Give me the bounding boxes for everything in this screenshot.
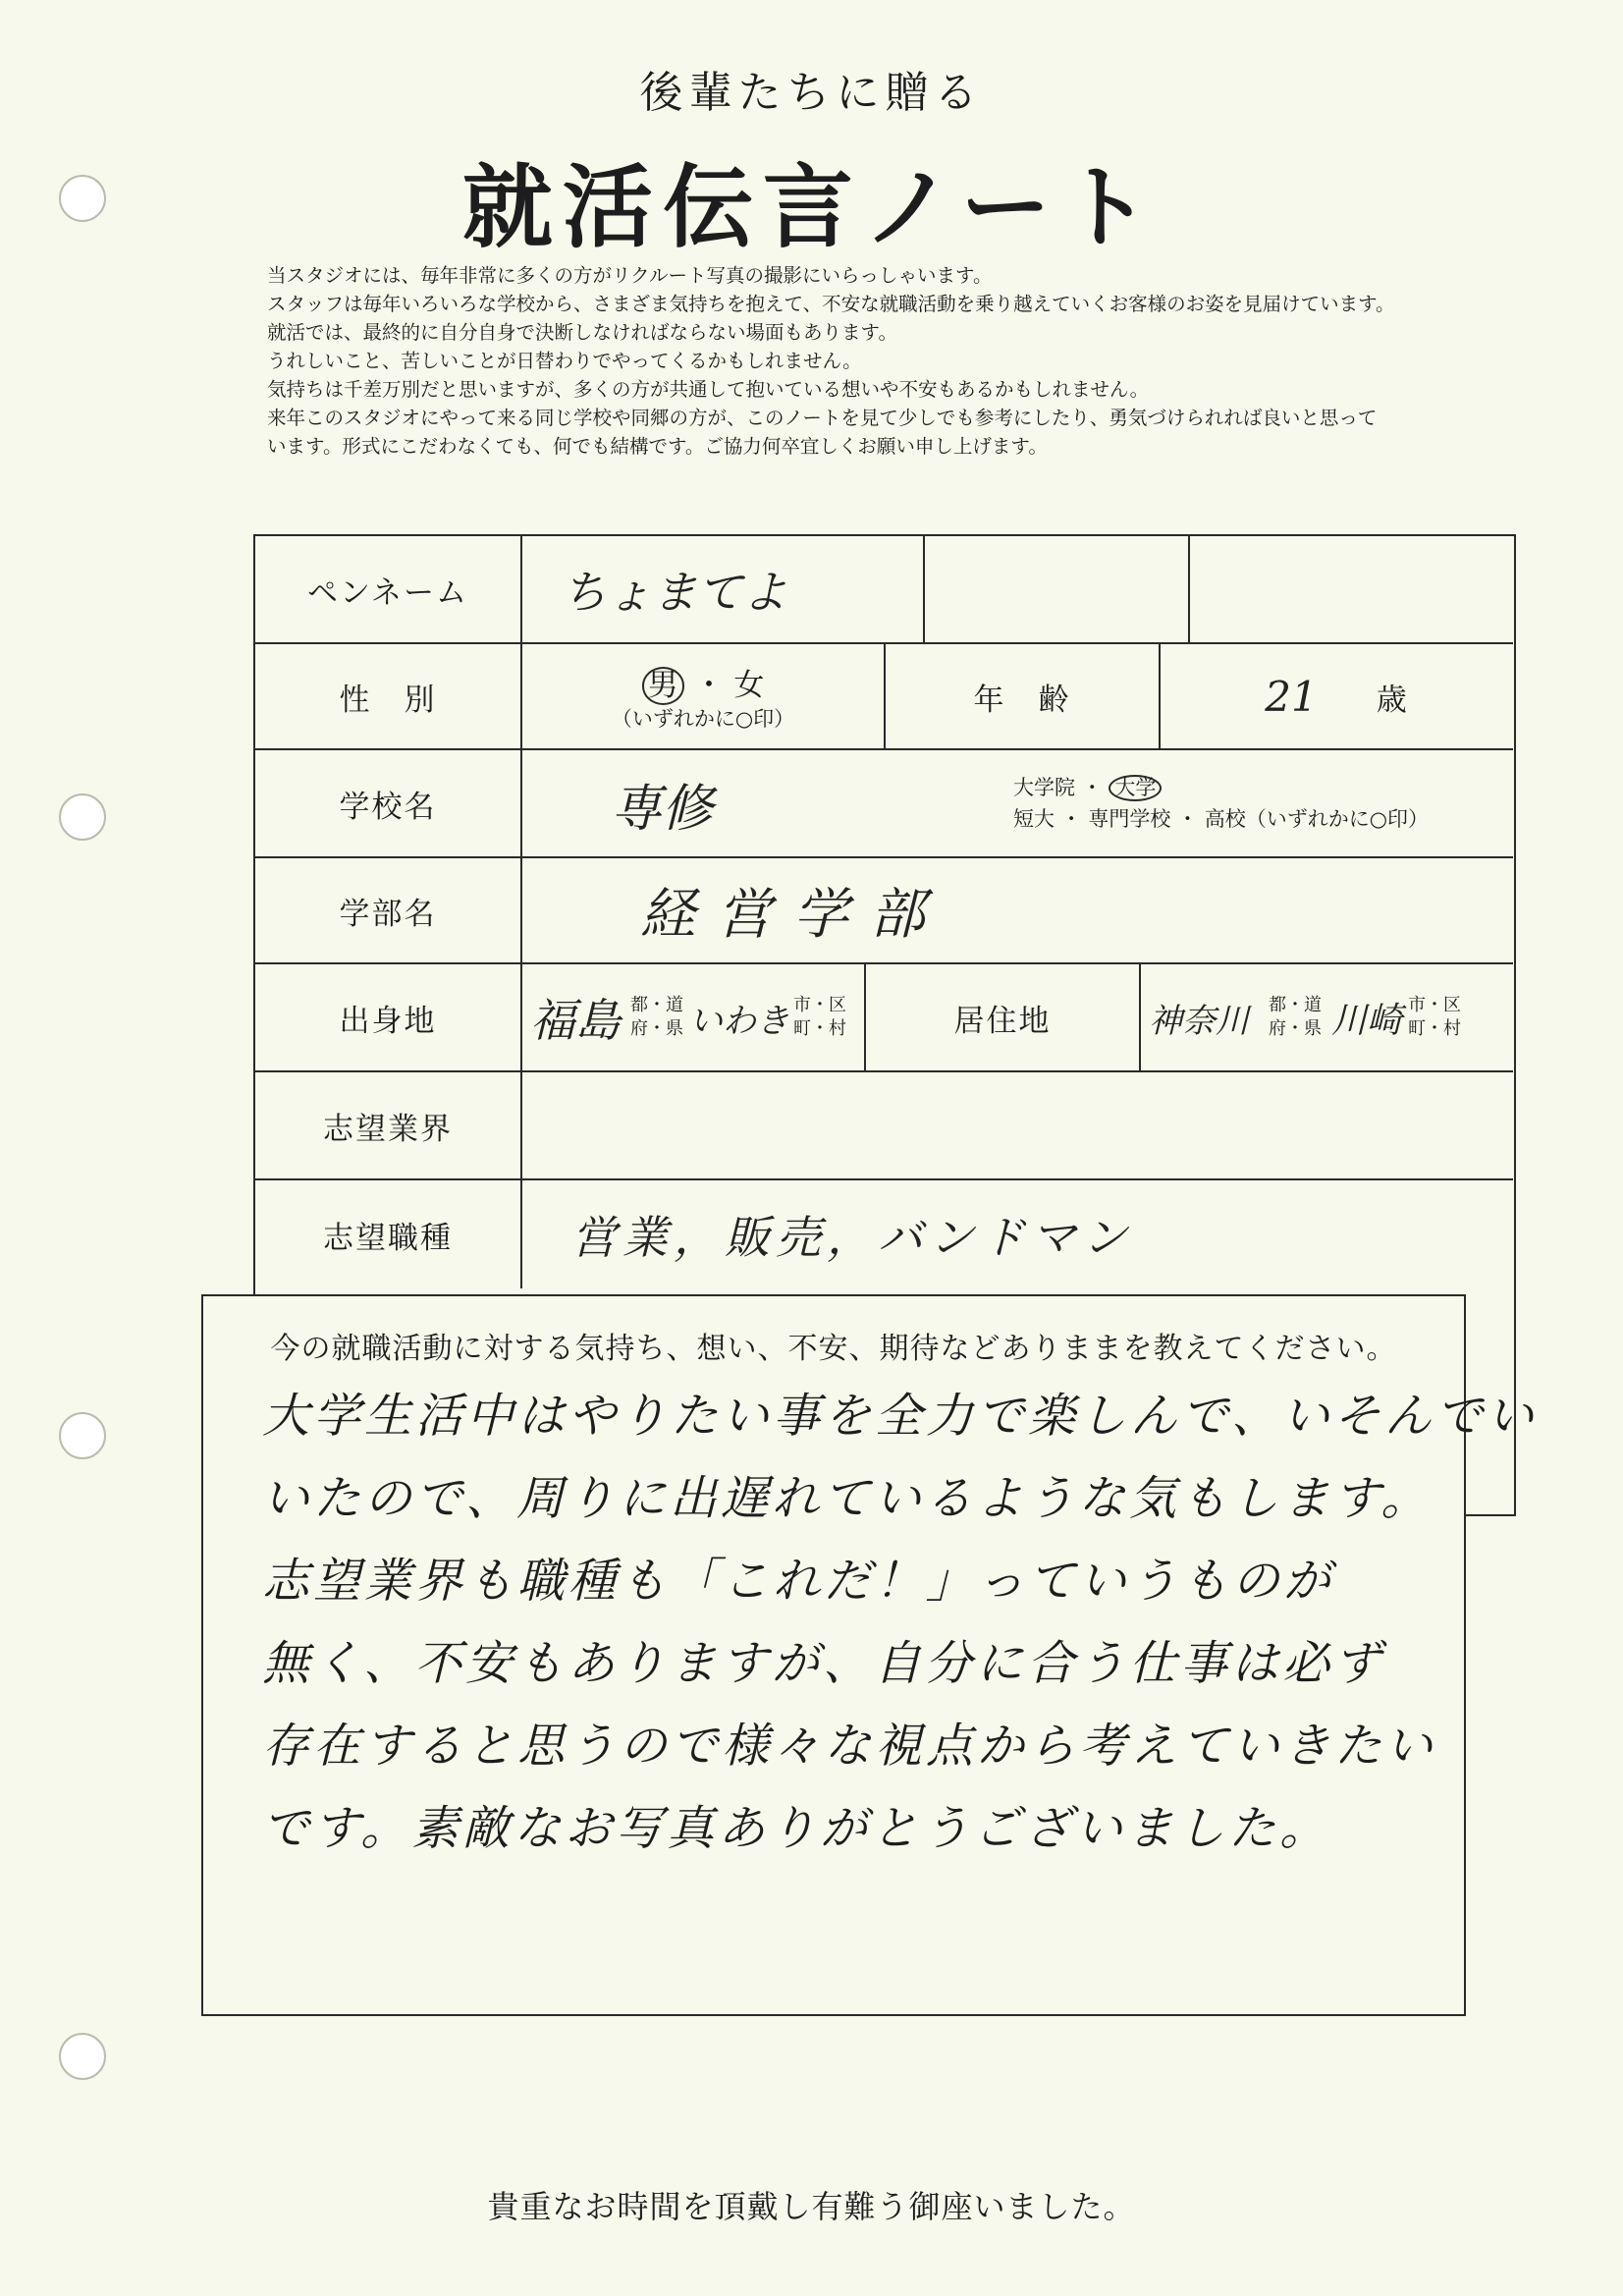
- intro-line: います。形式にこだわなくても、何でも結構です。ご協力何卒宜しくお願い申し上げます。: [267, 435, 1048, 458]
- row-school: [255, 750, 1513, 858]
- job-label: 志望職種: [323, 1220, 453, 1256]
- gender-male-option[interactable]: 男: [642, 667, 684, 704]
- intro-text: [267, 261, 1602, 461]
- feelings-section: [201, 1294, 1539, 2016]
- faculty-value: 経営学部: [640, 883, 947, 947]
- age-label: 年 齢: [973, 682, 1071, 718]
- page-title: 就活伝言ノート: [461, 155, 1162, 260]
- row-pen-name: [255, 536, 1513, 644]
- answer-line: いたので、周りに出遅れているような気もします。: [262, 1471, 1433, 1526]
- pen-name-blank: [925, 536, 1190, 642]
- intro-line: 来年このスタジオにやって来る同じ学校や同郷の方が、このノートを見て少しでも参考にしたり、勇気づけられれば良いと思って: [267, 407, 1378, 429]
- hometown-city-units: 市・区町・村: [793, 995, 846, 1039]
- intro-line: 就活では、最終的に自分自身で決断しなければならない場面もあります。: [267, 321, 897, 344]
- residence-pref-units: 都・道府・県: [1269, 995, 1322, 1039]
- punch-hole-2: [59, 793, 106, 841]
- intro-line: うれしいこと、苦しいことが日替わりでやってくるかもしれません。: [267, 350, 862, 372]
- gender-note: （いずれかに○印）: [611, 706, 795, 731]
- punch-hole-4: [59, 2033, 106, 2080]
- age-value: 21: [1265, 672, 1318, 721]
- intro-line: 気持ちは千差万別だと思いますが、多くの方が共通して抱いている想いや不安もあるかもしれません。: [267, 378, 1150, 401]
- residence-field[interactable]: [1141, 964, 1513, 1070]
- row-job: [255, 1180, 1513, 1288]
- job-field[interactable]: [522, 1180, 1513, 1288]
- school-type-separator: ・: [1081, 776, 1103, 799]
- hometown-pref-units: 都・道府・県: [630, 995, 683, 1039]
- residence-city-units: 市・区町・村: [1408, 995, 1462, 1039]
- hometown-pref-value: 福島: [530, 994, 621, 1047]
- row-hometown-residence: [255, 964, 1513, 1072]
- feelings-answer[interactable]: [262, 1375, 1539, 1870]
- faculty-field[interactable]: [522, 858, 1513, 962]
- hometown-city-value: いわき: [689, 1001, 789, 1041]
- job-value: 営業，販売，バンドマン: [571, 1211, 1133, 1264]
- row-gender-age: [255, 644, 1513, 750]
- gender-label: 性 別: [339, 682, 437, 718]
- school-value: 専修: [611, 779, 714, 839]
- intro-line: スタッフは毎年いろいろな学校から、さまざま気持ちを抱えて、不安な就職活動を乗り越えていくお客様のお姿を見届けています。: [267, 293, 1395, 315]
- answer-line: 志望業界も職種も「これだ！」っていうものが: [262, 1554, 1335, 1609]
- feelings-prompt: 今の就職活動に対する気持ち、想い、不安、期待などありままを教えてください。: [270, 1332, 1397, 1366]
- school-label: 学校名: [339, 789, 437, 825]
- school-type-others: 短大 ・ 専門学校 ・ 高校（いずれかに○印）: [1013, 807, 1430, 831]
- gender-field[interactable]: [522, 644, 886, 748]
- intro-line: 当スタジオには、毎年非常に多くの方がリクルート写真の撮影にいらっしゃいます。: [267, 264, 993, 287]
- school-type-graduate[interactable]: 大学院: [1013, 776, 1075, 799]
- hometown-label: 出身地: [339, 1003, 437, 1039]
- footer-thanks: 貴重なお時間を頂戴し有難う御座いました。: [487, 2188, 1136, 2225]
- faculty-label: 学部名: [339, 896, 437, 932]
- answer-line: 存在すると思うので様々な視点から考えていきたい: [262, 1719, 1437, 1774]
- industry-label: 志望業界: [323, 1111, 453, 1147]
- age-unit: 歳: [1376, 682, 1409, 718]
- residence-pref-value: 神奈川: [1149, 1001, 1249, 1041]
- punch-hole-3: [59, 1412, 106, 1459]
- school-type-university[interactable]: 大学: [1109, 775, 1162, 801]
- pen-name-field[interactable]: [522, 536, 925, 642]
- industry-field[interactable]: [522, 1072, 1513, 1178]
- gender-female-option[interactable]: 女: [733, 668, 765, 704]
- age-field[interactable]: [1161, 644, 1513, 748]
- answer-line: 無く、不安もありますが、自分に合う仕事は必ず: [262, 1636, 1385, 1691]
- row-industry: [255, 1072, 1513, 1180]
- pen-name-label: ペンネーム: [306, 574, 469, 611]
- answer-line: 大学生活中はやりたい事を全力で楽しんで、いそんでい: [262, 1389, 1539, 1444]
- pen-name-value: ちょまてよ: [562, 566, 787, 619]
- page-subtitle: 後輩たちに贈る: [639, 68, 984, 118]
- school-field[interactable]: [522, 750, 1513, 856]
- residence-city-value: 川崎: [1331, 1000, 1403, 1041]
- row-faculty: [255, 858, 1513, 964]
- answer-line: です。素敵なお写真ありがとうございました。: [262, 1801, 1331, 1856]
- gender-separator: ・: [693, 668, 725, 704]
- residence-label: 居住地: [953, 1003, 1052, 1039]
- hometown-field[interactable]: [522, 964, 866, 1070]
